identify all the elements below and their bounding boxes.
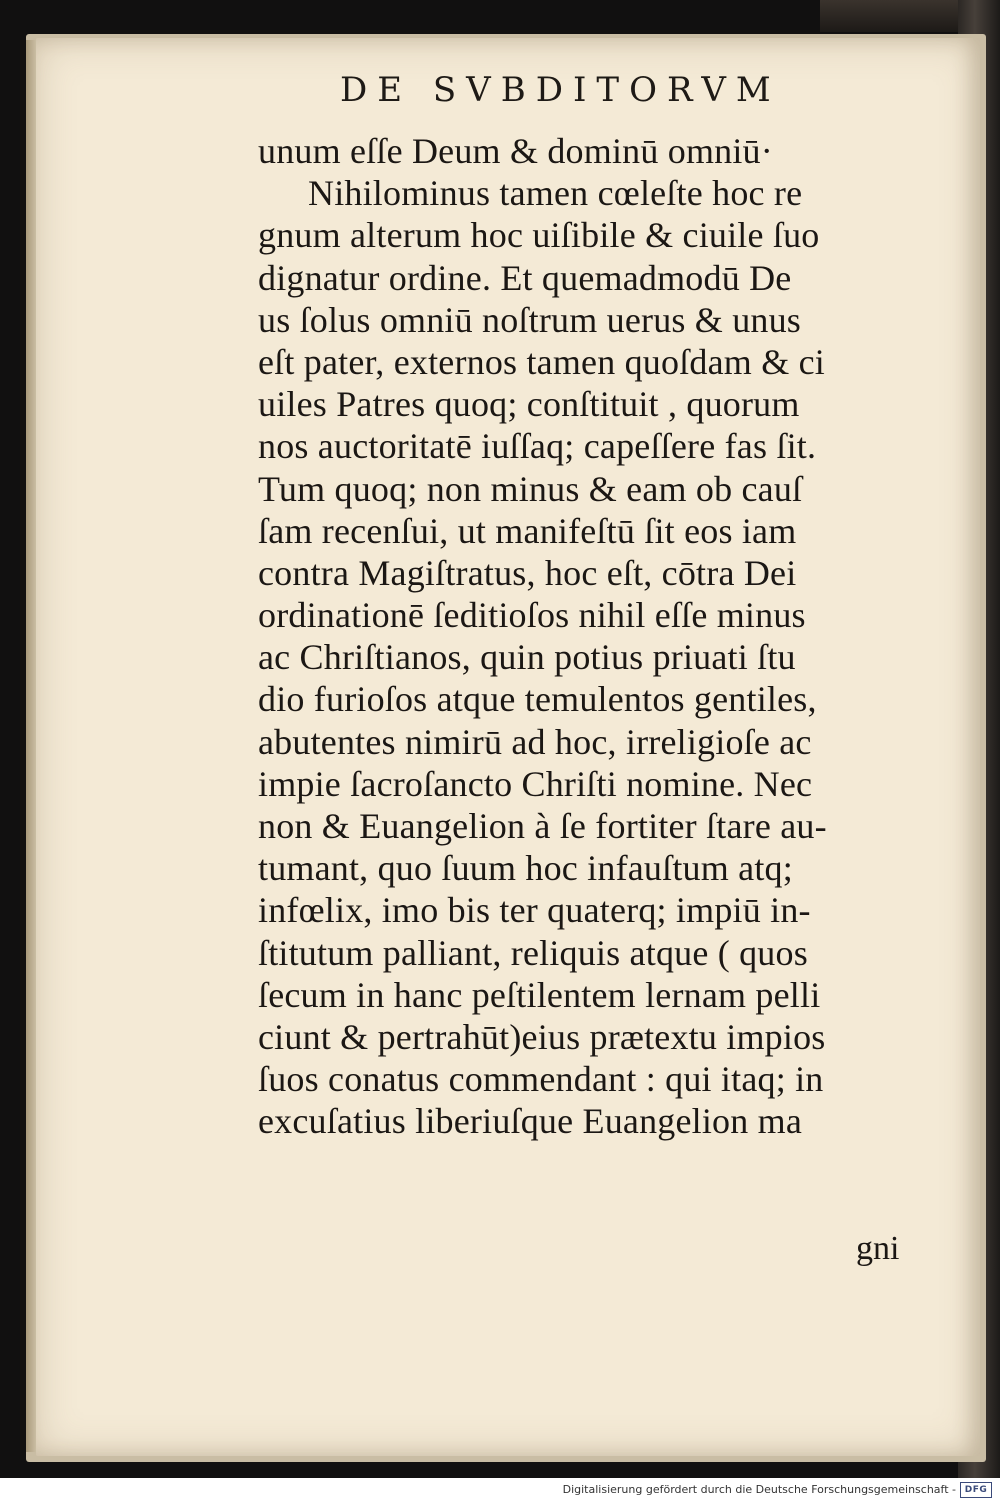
text-line: nos auctoritatē iuſſaq; capeſſere fas ſit. xyxy=(258,426,817,467)
text-line: ſuos conatus commendant : qui itaq; in xyxy=(258,1059,824,1100)
dfg-logo: DFG xyxy=(960,1482,992,1498)
text-line: ſtitutum palliant, reliquis atque ( quos xyxy=(258,932,808,973)
body-text xyxy=(258,130,918,1143)
funding-credit: Digitalisierung gefördert durch die Deutsche Forschungsgemeinschaft - xyxy=(562,1483,956,1496)
text-line: non & Euangelion à ſe fortiter ſtare au- xyxy=(258,806,827,846)
text-line: uiles Patres quoq; conſtituit , quorum xyxy=(258,384,800,425)
text-line: gnum alterum hoc uiſibile & ciuile ſuo xyxy=(258,215,820,256)
text-line: impie ſacroſancto Chriſti nomine. Nec xyxy=(258,763,813,804)
text-line: Nihilominus tamen cœleſte hoc re xyxy=(308,173,803,214)
text-line: ordinationē ſeditioſos nihil eſſe minus xyxy=(258,595,806,636)
running-head: DE SVBDITORVM xyxy=(340,70,781,110)
text-line: tumant, quo ſuum hoc infauſtum atq; xyxy=(258,848,793,889)
text-line: unum eſſe Deum & dominū omniū· xyxy=(258,131,773,171)
text-line: dignatur ordine. Et quemadmodū De xyxy=(258,257,792,298)
text-line: excuſatius liberiuſque Euangelion ma xyxy=(258,1101,803,1142)
text-line: eſt pater, externos tamen quoſdam & ci xyxy=(258,341,825,382)
text-line: dio furioſos atque temulentos gentiles, xyxy=(258,679,817,720)
text-line: us ſolus omniū noſtrum uerus & unus xyxy=(258,299,802,340)
text-line: ciunt & pertrahūt)eius prætextu impios xyxy=(258,1016,826,1057)
text-line: infœlix, imo bis ter quaterq; impiū in- xyxy=(258,890,811,931)
text-line: ſam recenſui, ut manifeſtū ſit eos iam xyxy=(258,510,797,551)
text-line: Tum quoq; non minus & eam ob cauſ xyxy=(258,468,803,509)
text-line: contra Magiſtratus, hoc eſt, cōtra Dei xyxy=(258,552,797,593)
catchword: gni xyxy=(856,1230,900,1267)
text-line: ac Chriſtianos, quin potius priuati ſtu xyxy=(258,637,796,678)
text-line: ſecum in hanc peſtilentem lernam pelli xyxy=(258,974,821,1015)
text-line: abutentes nimirū ad hoc, irreligioſe ac xyxy=(258,721,812,762)
